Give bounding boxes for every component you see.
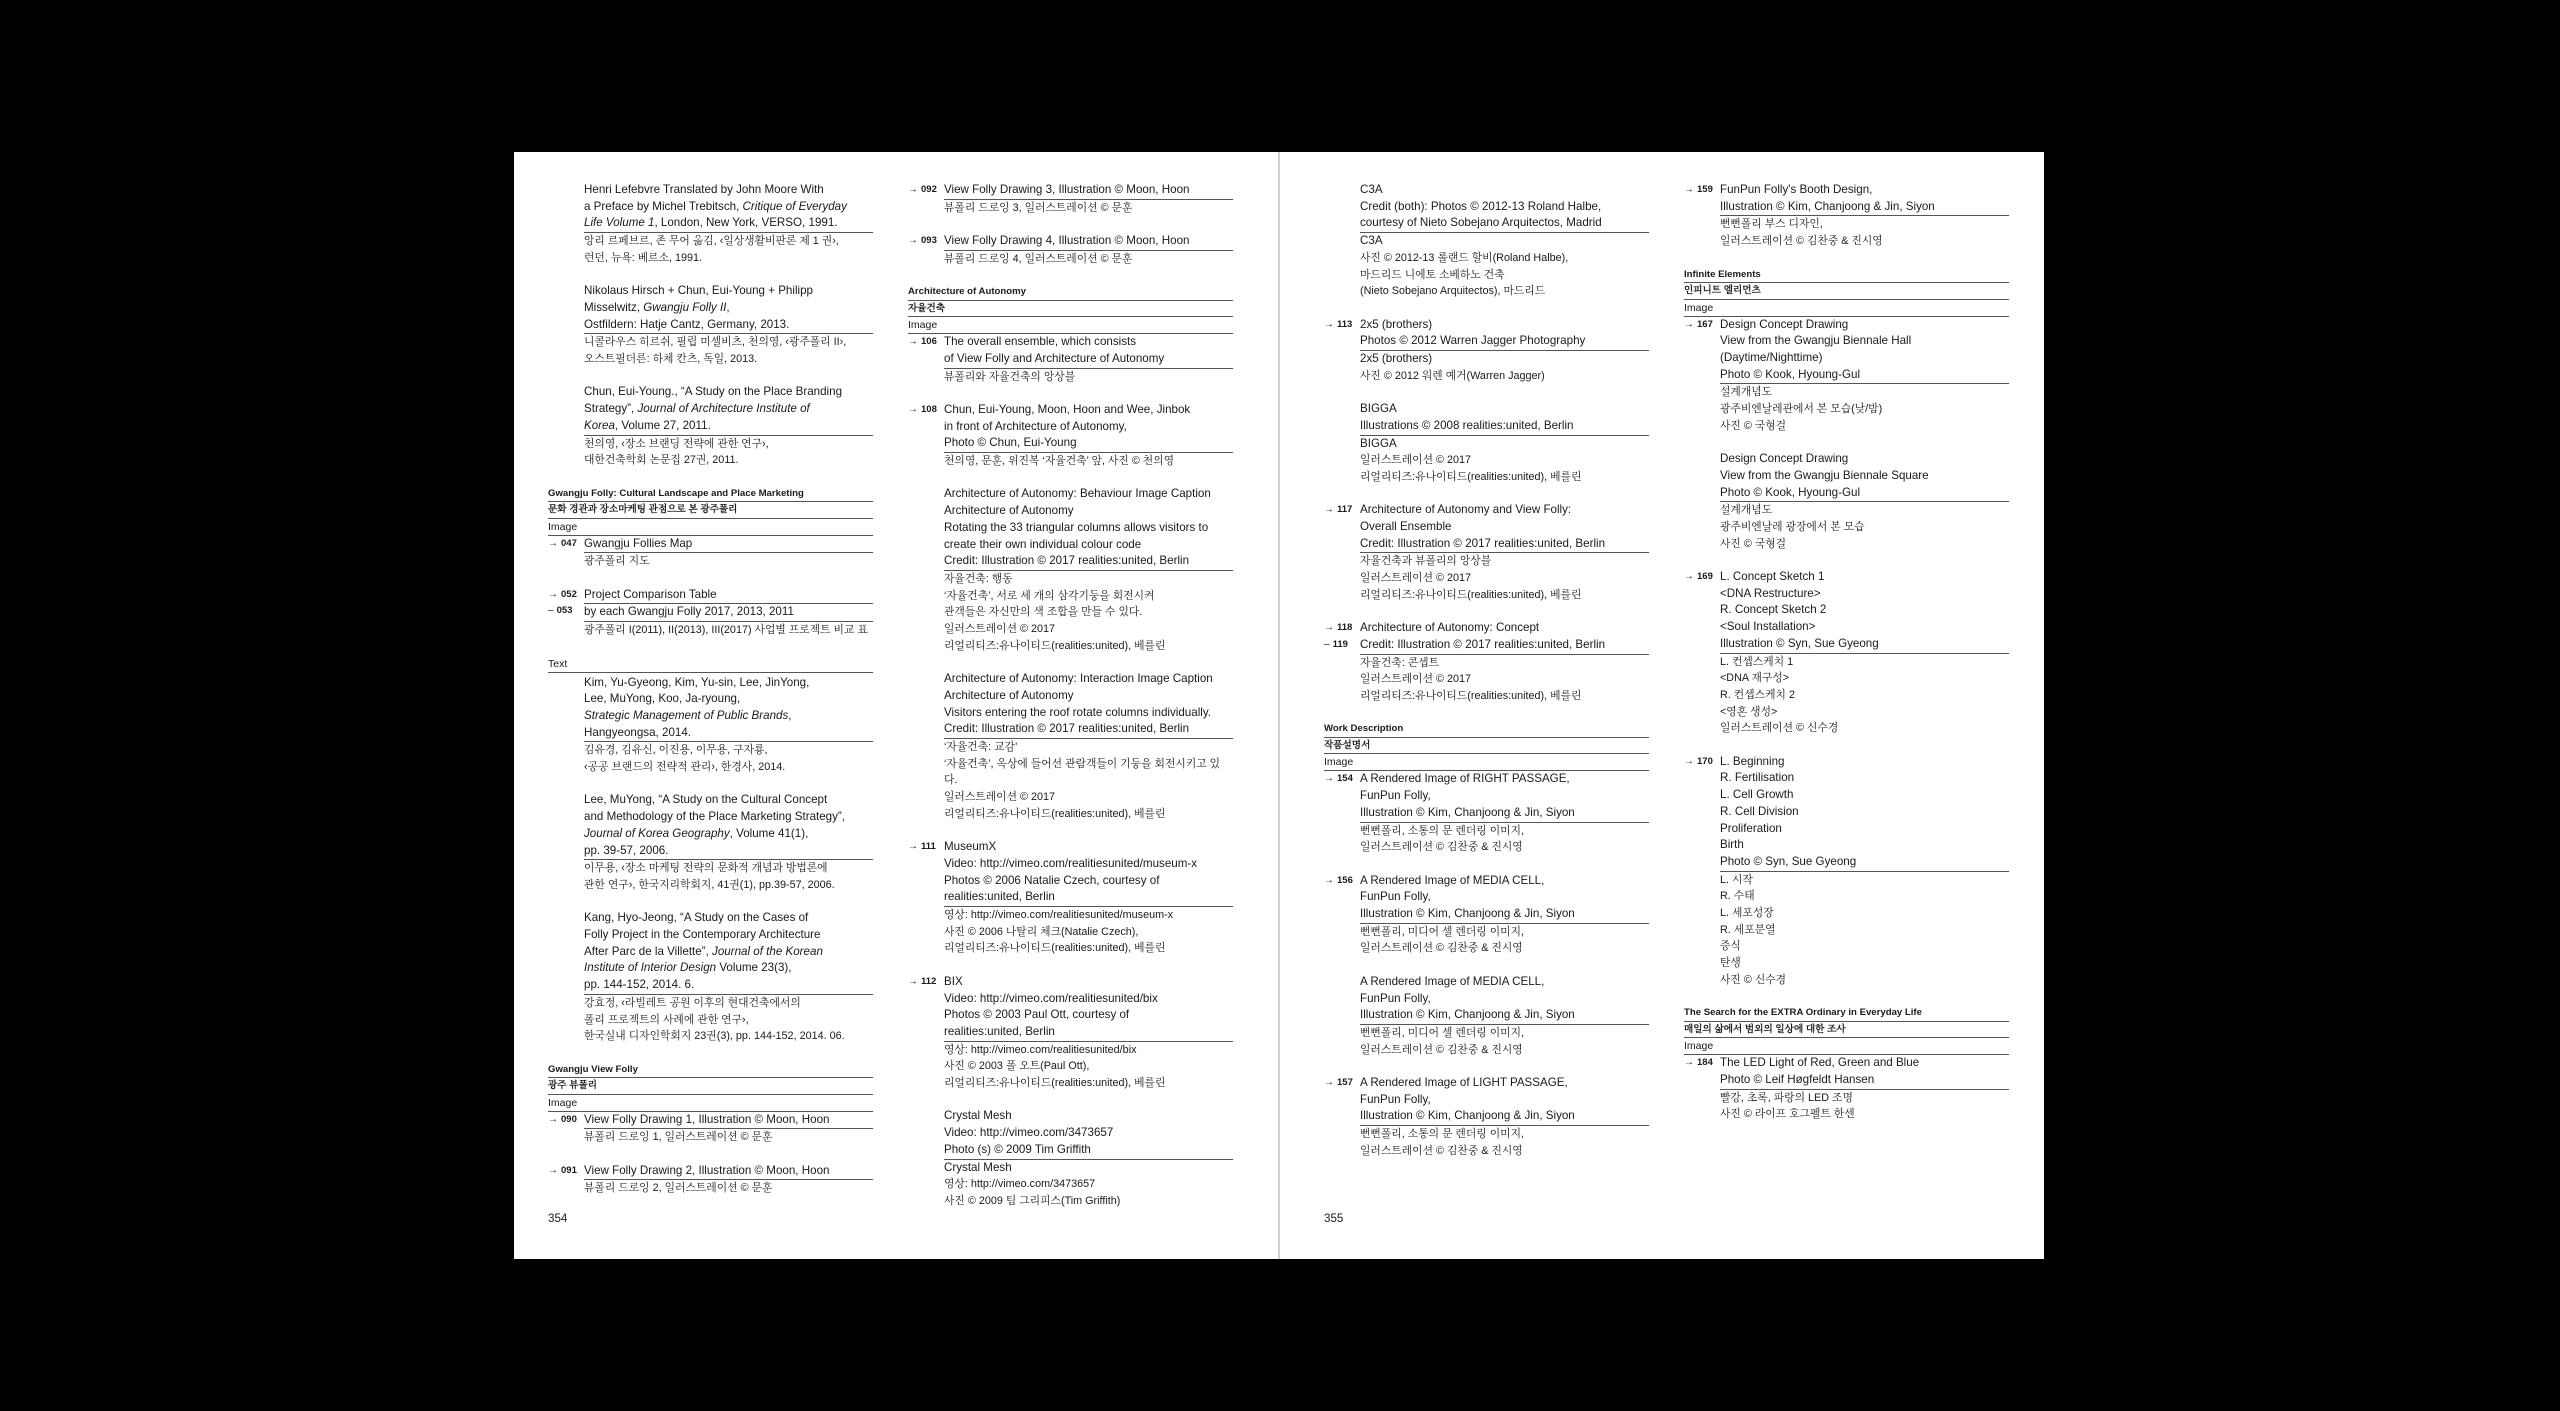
- text-line: Institute of Interior Design Volume 23(3),: [584, 961, 792, 975]
- text-line: (Daytime/Nighttime): [1720, 350, 1823, 364]
- text-line: Kim, Yu-Gyeong, Kim, Yu-sin, Lee, JinYong,: [584, 675, 810, 689]
- text-line: <DNA 재구성>: [1720, 672, 1790, 685]
- text-line: 리얼리티즈:유나이티드(realities:united), 베를린: [1360, 690, 1582, 703]
- caption-behaviour: [908, 486, 1233, 654]
- text-line: pp. 39-57, 2006.: [584, 843, 873, 861]
- image-credit-154: [1324, 771, 1649, 856]
- text-line: 리얼리티즈:유나이티드(realities:united), 베를린: [944, 807, 1166, 820]
- text-line: 증식: [1720, 940, 1741, 953]
- text-line: realities:united, Berlin: [944, 1024, 1233, 1042]
- text-line: Credit: Illustration © 2017 realities:united, Berlin: [1360, 637, 1649, 655]
- text-line: pp. 144-152, 2014. 6.: [584, 977, 873, 995]
- text-line: Credit: Illustration © 2017 realities:united, Berlin: [944, 721, 1233, 739]
- text-line: Visitors entering the roof rotate columns individually.: [944, 705, 1212, 719]
- text-line: 뻔뻔폴리 부스 디자인,: [1720, 218, 1823, 231]
- arrow-right-icon: → 090: [548, 1113, 577, 1125]
- text-line: Architecture of Autonomy and View Folly:: [1360, 503, 1572, 517]
- text-line: Rotating the 33 triangular columns allows visitors to: [944, 520, 1209, 534]
- text-line: and Methodology of the Place Marketing Strategy”,: [584, 810, 846, 824]
- section-label-image: Image: [548, 519, 873, 536]
- caption-design-concept: [1684, 451, 2009, 552]
- text-line: Photo © Chun, Eui-Young: [944, 435, 1233, 453]
- image-credit-169: [1684, 569, 2009, 737]
- text-line: L. Cell Growth: [1720, 788, 1794, 802]
- text-line: Hangyeongsa, 2014.: [584, 725, 873, 743]
- arrow-right-icon: → 113: [1324, 318, 1353, 330]
- text-line: L. 세포성장: [1720, 907, 1774, 920]
- arrow-right-icon: → 159: [1684, 184, 1713, 195]
- arrow-right-icon: → 091: [548, 1164, 577, 1176]
- text-line: Chun, Eui-Young, Moon, Hoon and Wee, Jinbok: [944, 402, 1191, 416]
- text-line: Illustrations © 2008 realities:united, Berlin: [1360, 418, 1649, 436]
- text-line: FunPun Folly,: [1360, 1092, 1431, 1106]
- text-line: After Parc de la Villette”, Journal of the Korean: [584, 944, 823, 958]
- text-line: 일러스트레이션 © 김찬중 & 진시영: [1360, 841, 1523, 854]
- text-line: 리얼리티즈:유나이티드(realities:united), 베를린: [1360, 588, 1582, 601]
- text-line: Illustration © Kim, Chanjoong & Jin, Siyon: [1360, 1007, 1649, 1025]
- text-line: Architecture of Autonomy: [944, 504, 1074, 518]
- image-credit-092: [908, 182, 1233, 216]
- arrow-right-icon: → 118: [1324, 622, 1353, 634]
- text-line: ‘자율건축: 교감’: [944, 741, 1018, 754]
- text-line: Folly Project in the Contemporary Architecture: [584, 928, 821, 942]
- arrow-right-icon: → 157: [1324, 1077, 1353, 1089]
- text-line: 사진 © 라이프 호그펠트 한센: [1720, 1108, 1855, 1121]
- text-line: 설계개념도: [1720, 504, 1773, 517]
- text-line: Architecture of Autonomy: [944, 688, 1074, 702]
- text-line: Illustration © Kim, Chanjoong & Jin, Siyon: [1360, 805, 1649, 823]
- section-title: Work Description: [1324, 721, 1649, 738]
- image-credit-113: [1324, 317, 1649, 385]
- section-title: Gwangju View Folly: [548, 1062, 873, 1079]
- text-line: (Nieto Sobejano Arquitectos), 마드리드: [1360, 285, 1546, 298]
- text-line: ‹공공 브랜드의 전략적 관리›, 한경사, 2014.: [584, 761, 786, 774]
- text-line: 천의영, 문훈, 위진복 ‘자율건축’ 앞, 사진 © 천의영: [944, 455, 1175, 468]
- text-line: <DNA Restructure>: [1720, 586, 1821, 600]
- text-line: courtesy of Nieto Sobejano Arquitectos, Madrid: [1360, 215, 1649, 233]
- text-line: 앙리 르페브르, 존 무어 옮김, ‹일상생활비판론 제 1 권›,: [584, 235, 839, 248]
- arrow-right-icon: → 093: [908, 235, 937, 247]
- image-credit-118: [1324, 620, 1649, 705]
- text-line: Ostfildern: Hatje Cantz, Germany, 2013.: [584, 317, 873, 335]
- text-line: 일러스트레이션 © 김찬중 & 진시영: [1360, 1144, 1523, 1157]
- text-line: Life Volume 1, London, New York, VERSO, 1991.: [584, 215, 873, 233]
- text-line: 뷰폴리 드로잉 3, 일러스트레이션 © 문훈: [944, 201, 1133, 214]
- text-line: Crystal Mesh: [944, 1160, 1012, 1174]
- text-line: View Folly Drawing 4, Illustration © Moon, Hoon: [944, 233, 1233, 251]
- text-line: R. Concept Sketch 2: [1720, 603, 1827, 617]
- text-line: C3A: [1360, 183, 1383, 196]
- image-credit-052: [548, 587, 873, 639]
- section-title-kr: 문화 경관과 장소마케팅 관점으로 본 광주폴리: [548, 502, 873, 519]
- reference-kang: [548, 910, 873, 1045]
- text-line: 대한건축학회 논문집 27권, 2011.: [584, 454, 739, 467]
- section-title: The Search for the EXTRA Ordinary in Everyday Life: [1684, 1005, 2009, 1022]
- caption-interaction: [908, 671, 1233, 822]
- text-line: a Preface by Michel Trebitsch, Critique of Everyday: [584, 199, 847, 213]
- text-line: 뷰폴리와 자율건축의 앙상블: [944, 370, 1076, 383]
- text-line: 뷰폴리 드로잉 2, 일러스트레이션 © 문훈: [584, 1182, 773, 1195]
- text-line: The LED Light of Red, Green and Blue: [1720, 1056, 1920, 1070]
- section-label-image: Image: [908, 317, 1233, 334]
- image-credit-090: [548, 1112, 873, 1146]
- text-line: 뷰폴리 드로잉 1, 일러스트레이션 © 문훈: [584, 1131, 773, 1144]
- text-line: 리얼리티즈:유나이티드(realities:united), 베를린: [944, 942, 1166, 955]
- text-line: Photo © Leif Høgfeldt Hansen: [1720, 1072, 2009, 1090]
- text-line: 일러스트레이션 © 2017: [1360, 454, 1471, 467]
- arrow-right-icon: → 156: [1324, 874, 1353, 886]
- text-line: Lee, MuYong, Koo, Ja-ryoung,: [584, 692, 741, 706]
- text-line: Misselwitz, Gwangju Folly II,: [584, 300, 730, 314]
- caption-media-cell: [1324, 974, 1649, 1059]
- arrow-right-icon: → 184: [1684, 1057, 1713, 1069]
- image-credit-111: [908, 839, 1233, 957]
- arrow-right-icon: → 052: [548, 588, 577, 600]
- reference-lee: [548, 792, 873, 893]
- text-line: L. Beginning: [1720, 754, 1785, 768]
- reference-lefebvre: [548, 182, 873, 267]
- section-title: Gwangju Folly: Cultural Landscape and Place Marketing: [548, 486, 873, 503]
- text-line: L. 시작: [1720, 873, 1753, 886]
- text-line: 자율건축과 뷰폴리의 앙상블: [1360, 555, 1492, 568]
- text-line: 사진 © 2003 폴 오트(Paul Ott),: [944, 1060, 1090, 1073]
- text-line: ‘자율건축’, 서로 세 개의 삼각기둥을 회전시켜: [944, 589, 1155, 602]
- text-line: 뻔뻔폴리, 소통의 문 렌더링 이미지,: [1360, 1128, 1525, 1141]
- image-credit-112: [908, 974, 1233, 1092]
- section-label-image: Image: [1684, 300, 2009, 317]
- text-line: 니콜라우스 히르쉬, 필립 미셀비츠, 천의영, ‹광주폴리 II›,: [584, 336, 847, 349]
- text-line: FunPun Folly's Booth Design,: [1720, 183, 1873, 196]
- text-line: 광주폴리 지도: [584, 555, 650, 568]
- text-line: 자율건축: 행동: [944, 573, 1013, 585]
- section-title-kr: 매일의 삶에서 범외의 일상에 대한 조사: [1684, 1022, 2009, 1039]
- text-line: 사진 © 2006 나탈리 체크(Natalie Czech),: [944, 925, 1139, 938]
- text-line: 폴리 프로젝트의 사례에 관한 연구›,: [584, 1013, 749, 1026]
- text-line: R. Cell Division: [1720, 804, 1799, 818]
- text-line: Proliferation: [1720, 821, 1782, 835]
- text-line: View Folly Drawing 1, Illustration © Moon, Hoon: [584, 1112, 873, 1130]
- text-line: 리얼리티즈:유나이티드(realities:united), 베를린: [944, 639, 1166, 652]
- arrow-right-icon: → 108: [908, 403, 937, 415]
- text-line: 사진 © 2012-13 롤랜드 할비(Roland Halbe),: [1360, 251, 1569, 264]
- text-line: Henri Lefebvre Translated by John Moore With: [584, 183, 824, 196]
- section-label-text: Text: [548, 656, 873, 673]
- column-1: [548, 182, 873, 1214]
- text-line: Photo © Kook, Hyoung-Gul: [1720, 485, 2009, 503]
- text-line: View from the Gwangju Biennale Hall: [1720, 334, 1912, 348]
- text-line: Illustration © Kim, Chanjoong & Jin, Siyon: [1360, 1108, 1649, 1126]
- text-line: Crystal Mesh: [944, 1109, 1012, 1123]
- text-line: Credit (both): Photos © 2012-13 Roland Halbe,: [1360, 199, 1602, 213]
- text-line: 마드리드 니에토 소베하노 건축: [1360, 268, 1505, 281]
- text-line: FunPun Folly,: [1360, 789, 1431, 803]
- text-line: 사진 © 신수경: [1720, 973, 1787, 986]
- text-line: R. Fertilisation: [1720, 771, 1795, 785]
- text-line: 김유경, 김유신, 이진용, 이무용, 구자룡,: [584, 744, 768, 757]
- text-line: of View Folly and Architecture of Autonomy: [944, 351, 1233, 369]
- image-credit-117: [1324, 502, 1649, 603]
- text-line: A Rendered Image of MEDIA CELL,: [1360, 873, 1545, 887]
- page-number: 354: [548, 1212, 568, 1225]
- image-credit-170: [1684, 754, 2009, 989]
- text-line: A Rendered Image of MEDIA CELL,: [1360, 974, 1545, 988]
- text-line: 사진 © 국형걸: [1720, 537, 1787, 550]
- text-line: 사진 © 국형걸: [1720, 419, 1787, 432]
- arrow-right-icon: → 092: [908, 184, 937, 195]
- text-line: L. Concept Sketch 1: [1720, 570, 1825, 584]
- text-line: A Rendered Image of RIGHT PASSAGE,: [1360, 772, 1570, 786]
- image-credit-157: [1324, 1075, 1649, 1160]
- arrow-right-icon: → 047: [548, 537, 577, 549]
- image-credit-167: [1684, 317, 2009, 435]
- text-line: 관한 연구›, 한국지리학회지, 41권(1), pp.39-57, 2006.: [584, 878, 835, 891]
- arrow-right-icon: → 111: [908, 841, 936, 853]
- text-line: Video: http://vimeo.com/3473657: [944, 1126, 1114, 1140]
- text-line: 사진 © 2009 팀 그리피스(Tim Griffith): [944, 1194, 1121, 1207]
- text-line: 뻔뻔폴리, 미디어 셀 렌더링 이미지,: [1360, 1026, 1525, 1039]
- page-right: [1280, 152, 2044, 1259]
- range-dash: – 119: [1324, 638, 1348, 650]
- text-line: BIGGA: [1360, 402, 1397, 416]
- text-line: Project Comparison Table: [584, 587, 873, 605]
- column-2: [908, 182, 1233, 1226]
- text-line: R. 세포분열: [1720, 923, 1776, 936]
- text-line: 영상: http://vimeo.com/realitiesunited/museum-x: [944, 909, 1174, 922]
- text-line: 영상: http://vimeo.com/3473657: [944, 1178, 1096, 1191]
- text-line: Credit: Illustration © 2017 realities:united, Berlin: [944, 553, 1233, 571]
- text-line: by each Gwangju Folly 2017, 2013, 2011: [584, 604, 873, 622]
- text-line: 자율건축: 콘셉트: [1360, 656, 1440, 669]
- text-line: View from the Gwangju Biennale Square: [1720, 468, 1929, 482]
- image-credit-093: [908, 233, 1233, 267]
- image-credit-156: [1324, 873, 1649, 958]
- text-line: 오스트필더른: 하체 칸츠, 독일, 2013.: [584, 353, 758, 366]
- text-line: Design Concept Drawing: [1720, 317, 1849, 331]
- text-line: View Folly Drawing 3, Illustration © Moon, Hoon: [944, 182, 1233, 200]
- page-number: 355: [1324, 1212, 1344, 1225]
- text-line: 2x5 (brothers): [1360, 317, 1433, 331]
- text-line: 관객들은 자신만의 색 조합을 만들 수 있다.: [944, 606, 1143, 619]
- text-line: R. 컨셉스케치 2: [1720, 688, 1795, 701]
- text-line: 일러스트레이션 © 김찬중 & 진시영: [1720, 235, 1883, 248]
- text-line: Nikolaus Hirsch + Chun, Eui-Young + Philipp: [584, 284, 813, 298]
- text-line: 일러스트레이션 © 2017: [1360, 572, 1471, 585]
- section-label-image: Image: [1684, 1038, 2009, 1055]
- text-line: R. 수태: [1720, 890, 1755, 903]
- text-line: Photos © 2006 Natalie Czech, courtesy of: [944, 873, 1160, 887]
- caption-crystal-mesh: [908, 1108, 1233, 1209]
- arrow-right-icon: → 167: [1684, 318, 1713, 330]
- image-credit-091: [548, 1163, 873, 1197]
- arrow-right-icon: → 170: [1684, 755, 1713, 767]
- column-3: [1324, 182, 1649, 1176]
- text-line: 리얼리티즈:유나이티드(realities:united), 베를린: [944, 1077, 1166, 1090]
- text-line: MuseumX: [944, 840, 997, 854]
- text-line: Architecture of Autonomy: Behaviour Image Caption: [944, 487, 1211, 501]
- arrow-right-icon: → 169: [1684, 571, 1713, 583]
- text-line: Architecture of Autonomy: Concept: [1360, 621, 1540, 635]
- page-left: [514, 152, 1278, 1259]
- text-line: 런던, 뉴욕: 베르소, 1991.: [584, 251, 703, 264]
- text-line: create their own individual colour code: [944, 537, 1142, 551]
- text-line: ‘자율건축’, 옥상에 들어선 관람객들이 기둥을 회전시키고 있다.: [944, 757, 1221, 787]
- caption-c3a: [1324, 182, 1649, 300]
- text-line: 일러스트레이션 © 2017: [944, 623, 1055, 636]
- arrow-right-icon: → 117: [1324, 504, 1353, 516]
- text-line: 2x5 (brothers): [1360, 352, 1433, 366]
- text-line: Photo © Kook, Hyoung-Gul: [1720, 367, 2009, 385]
- text-line: 뷰폴리 드로잉 4, 일러스트레이션 © 문훈: [944, 252, 1133, 265]
- text-line: 사진 © 2012 워렌 예거(Warren Jagger): [1360, 369, 1545, 382]
- text-line: 일러스트레이션 © 김찬중 & 진시영: [1360, 1043, 1523, 1056]
- text-line: Kang, Hyo-Jeong, “A Study on the Cases of: [584, 911, 809, 925]
- text-line: Strategic Management of Public Brands,: [584, 708, 792, 722]
- text-line: 천의영, ‹장소 브랜딩 전략에 관한 연구›,: [584, 437, 769, 450]
- text-line: Photo (s) © 2009 Tim Griffith: [944, 1142, 1233, 1160]
- text-line: A Rendered Image of LIGHT PASSAGE,: [1360, 1076, 1568, 1090]
- text-line: 광주비엔날레 광장에서 본 모습: [1720, 520, 1865, 533]
- reference-hirsch: [548, 283, 873, 368]
- text-line: 탄생: [1720, 957, 1741, 970]
- text-line: 광주비엔날레관에서 본 모습(낮/밤): [1720, 403, 1883, 416]
- text-line: Architecture of Autonomy: Interaction Image Caption: [944, 672, 1213, 686]
- text-line: BIX: [944, 974, 963, 988]
- text-line: Lee, MuYong, “A Study on the Cultural Concept: [584, 793, 828, 807]
- text-line: 이무용, ‹장소 마케팅 전략의 문화적 개념과 방법론에: [584, 862, 828, 875]
- text-line: C3A: [1360, 234, 1383, 248]
- image-credit-106: [908, 334, 1233, 385]
- text-line: Journal of Korea Geography, Volume 41(1),: [584, 826, 809, 840]
- text-line: Photos © 2012 Warren Jagger Photography: [1360, 333, 1649, 351]
- text-line: 빨강, 초록, 파랑의 LED 조명: [1720, 1091, 1853, 1104]
- text-line: Gwangju Follies Map: [584, 536, 873, 554]
- section-title-kr: 광주 뷰폴리: [548, 1078, 873, 1095]
- text-line: Chun, Eui-Young., “A Study on the Place Branding: [584, 385, 843, 399]
- section-title: Infinite Elements: [1684, 267, 2009, 284]
- text-line: Strategy”, Journal of Architecture Institute of: [584, 402, 810, 416]
- section-label-image: Image: [1324, 754, 1649, 771]
- text-line: 일러스트레이션 © 신수경: [1720, 722, 1839, 735]
- text-line: in front of Architecture of Autonomy,: [944, 419, 1127, 433]
- text-line: 뻔뻔폴리, 미디어 셀 렌더링 이미지,: [1360, 925, 1525, 938]
- image-credit-047: [548, 536, 873, 570]
- text-line: View Folly Drawing 2, Illustration © Moon, Hoon: [584, 1163, 873, 1181]
- text-line: <Soul Installation>: [1720, 620, 1816, 634]
- text-line: Korea, Volume 27, 2011.: [584, 418, 873, 436]
- text-line: Illustration © Kim, Chanjoong & Jin, Siyon: [1360, 906, 1649, 924]
- text-line: <영혼 생성>: [1720, 705, 1778, 718]
- text-line: 리얼리티즈:유나이티드(realities:united), 베를린: [1360, 470, 1582, 483]
- text-line: 설계개념도: [1720, 386, 1773, 399]
- reference-chun: [548, 384, 873, 469]
- text-line: Birth: [1720, 838, 1744, 852]
- text-line: Photo © Syn, Sue Gyeong: [1720, 854, 2009, 872]
- arrow-right-icon: → 154: [1324, 773, 1353, 785]
- text-line: 한국실내 디자인학회지 23권(3), pp. 144-152, 2014. 06.: [584, 1030, 845, 1043]
- text-line: realities:united, Berlin: [944, 889, 1233, 907]
- arrow-right-icon: → 112: [908, 975, 937, 987]
- column-4: [1684, 182, 2009, 1140]
- text-line: The overall ensemble, which consists: [944, 335, 1137, 349]
- text-line: Photos © 2003 Paul Ott, courtesy of: [944, 1008, 1130, 1022]
- image-credit-184: [1684, 1055, 2009, 1123]
- text-line: Illustration © Syn, Sue Gyeong: [1720, 636, 2009, 654]
- image-credit-159: [1684, 182, 2009, 250]
- section-title: Architecture of Autonomy: [908, 284, 1233, 301]
- caption-bigga: [1324, 401, 1649, 486]
- text-line: Credit: Illustration © 2017 realities:united, Berlin: [1360, 536, 1649, 554]
- section-title-kr: 인피니트 엘리먼츠: [1684, 283, 2009, 300]
- arrow-right-icon: → 106: [908, 336, 937, 348]
- text-line: BIGGA: [1360, 436, 1397, 450]
- text-line: 영상: http://vimeo.com/realitiesunited/bix: [944, 1043, 1137, 1056]
- text-line: FunPun Folly,: [1360, 890, 1431, 904]
- text-line: 일러스트레이션 © 2017: [1360, 673, 1471, 686]
- reference-kim: [548, 675, 873, 776]
- text-line: L. 컨셉스케치 1: [1720, 655, 1794, 668]
- section-title-kr: 자율건축: [908, 301, 1233, 318]
- text-line: Illustration © Kim, Chanjoong & Jin, Siyon: [1720, 199, 2009, 217]
- text-line: 일러스트레이션 © 김찬중 & 진시영: [1360, 942, 1523, 955]
- text-line: 광주폴리 I(2011), II(2013), III(2017) 사업별 프로젝트 비교 표: [584, 624, 868, 637]
- range-dash: – 053: [548, 605, 573, 617]
- text-line: 강효정, ‹라빌레트 공원 이후의 현대건축에서의: [584, 996, 801, 1009]
- text-line: Video: http://vimeo.com/realitiesunited/bix: [944, 991, 1158, 1005]
- text-line: 일러스트레이션 © 2017: [944, 791, 1055, 804]
- text-line: 뻔뻔폴리, 소통의 문 렌더링 이미지,: [1360, 824, 1525, 837]
- section-label-image: Image: [548, 1095, 873, 1112]
- image-credit-108: [908, 402, 1233, 470]
- text-line: Design Concept Drawing: [1720, 452, 1849, 466]
- text-line: FunPun Folly,: [1360, 991, 1431, 1005]
- section-title-kr: 작품설명서: [1324, 738, 1649, 755]
- text-line: Overall Ensemble: [1360, 520, 1452, 534]
- text-line: Video: http://vimeo.com/realitiesunited/museum-x: [944, 856, 1198, 870]
